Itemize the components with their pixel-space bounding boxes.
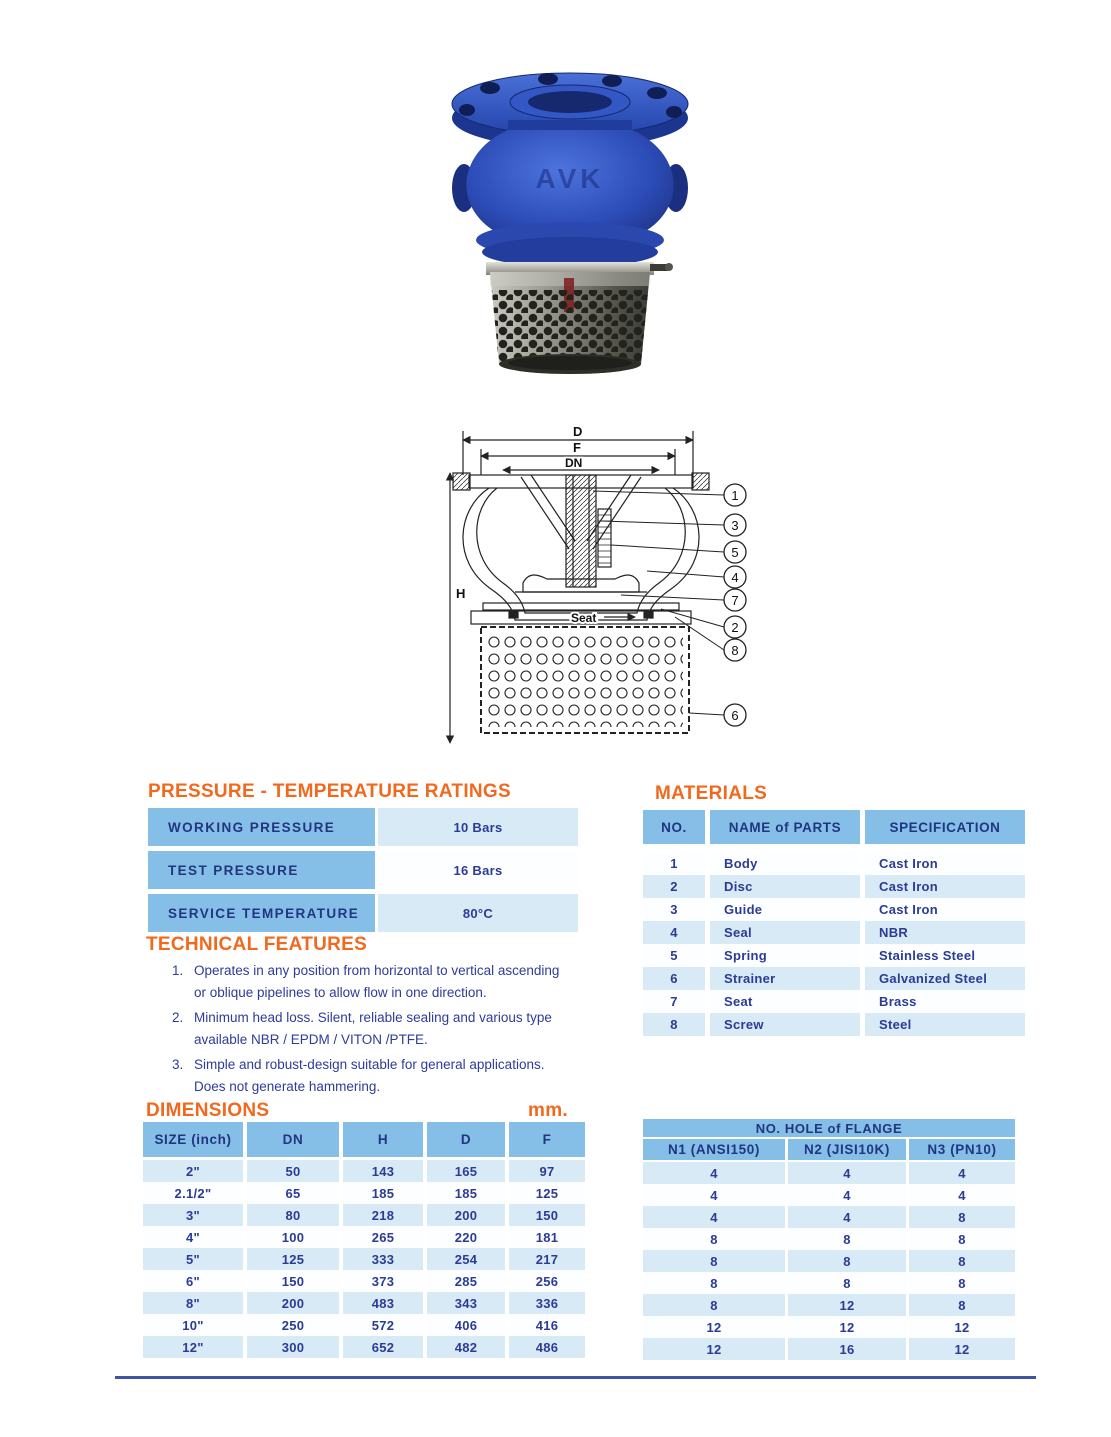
dimensions-title: DIMENSIONS <box>146 1100 270 1121</box>
feature-number: 1. <box>172 963 184 978</box>
flange-cell: 12 <box>788 1294 906 1316</box>
dimensions-cell: 254 <box>427 1248 505 1270</box>
feature-item <box>172 1007 624 1051</box>
materials-header-cell: NAME of PARTS <box>710 810 860 844</box>
flange-cell: 4 <box>643 1184 785 1206</box>
flange-cell: 4 <box>909 1184 1015 1206</box>
materials-cell: Strainer <box>710 967 860 990</box>
materials-cell: 5 <box>643 944 705 967</box>
materials-cell: Cast Iron <box>865 875 1025 898</box>
feature-line: Simple and robust-design suitable for general applications. <box>194 1057 545 1072</box>
materials-cell: Seat <box>710 990 860 1013</box>
feature-item <box>172 960 624 1004</box>
materials-cell: 2 <box>643 875 705 898</box>
materials-cell: Cast Iron <box>865 852 1025 875</box>
materials-cell: Disc <box>710 875 860 898</box>
pressure-row-value: 16 Bars <box>378 851 578 889</box>
dimensions-cell: 250 <box>247 1314 339 1336</box>
callout-number: 1 <box>731 488 739 503</box>
dimensions-cell: 217 <box>509 1248 585 1270</box>
dimensions-cell: 336 <box>509 1292 585 1314</box>
materials-table-header <box>643 810 1025 844</box>
dimensions-cell: 150 <box>247 1270 339 1292</box>
flange-cell: 8 <box>643 1228 785 1250</box>
dimensions-cell: 150 <box>509 1204 585 1226</box>
dimensions-cell: 125 <box>247 1248 339 1270</box>
dimensions-cell: 285 <box>427 1270 505 1292</box>
flange-header-cell: N3 (PN10) <box>909 1139 1015 1160</box>
callout-number: 2 <box>731 620 739 635</box>
callout-number: 4 <box>731 570 739 585</box>
pressure-row-label: SERVICE TEMPERATURE <box>148 894 375 932</box>
technical-diagram <box>423 413 793 768</box>
pressure-row-value: 10 Bars <box>378 808 578 846</box>
flange-cell: 8 <box>643 1250 785 1272</box>
flange-table <box>643 1162 1015 1360</box>
flange-cell: 4 <box>643 1162 785 1184</box>
callout-number: 8 <box>731 643 739 658</box>
flange-cell: 8 <box>788 1250 906 1272</box>
dim-label-f: F <box>573 440 581 455</box>
materials-header-cell: SPECIFICATION <box>865 810 1025 844</box>
feature-text <box>194 960 624 1004</box>
diagram-stem <box>566 475 596 587</box>
dimensions-cell: 6" <box>143 1270 243 1292</box>
feature-line: Operates in any position from horizontal to vertical ascending <box>194 963 560 978</box>
dimensions-cell: 8" <box>143 1292 243 1314</box>
feature-number: 3. <box>172 1057 184 1072</box>
dimensions-table-header <box>143 1122 585 1157</box>
dimensions-cell: 300 <box>247 1336 339 1358</box>
diagram-callout <box>689 704 746 726</box>
dimensions-cell: 143 <box>343 1160 423 1182</box>
dimensions-cell: 165 <box>427 1160 505 1182</box>
seat-label: Seat <box>571 611 597 625</box>
materials-cell: Spring <box>710 944 860 967</box>
dimensions-cell: 572 <box>343 1314 423 1336</box>
materials-cell: Screw <box>710 1013 860 1036</box>
flange-cell: 8 <box>909 1206 1015 1228</box>
dimensions-cell: 100 <box>247 1226 339 1248</box>
materials-cell: 8 <box>643 1013 705 1036</box>
dimensions-cell: 12" <box>143 1336 243 1358</box>
materials-cell: Galvanized Steel <box>865 967 1025 990</box>
dimensions-cell: 483 <box>343 1292 423 1314</box>
flange-cell: 8 <box>909 1250 1015 1272</box>
flange-cell: 4 <box>643 1206 785 1228</box>
flange-cell: 12 <box>643 1316 785 1338</box>
flange-cell: 8 <box>643 1272 785 1294</box>
pressure-row-label: TEST PRESSURE <box>148 851 375 889</box>
flange-cell: 12 <box>788 1316 906 1338</box>
pressure-ratings-title: PRESSURE - TEMPERATURE RATINGS <box>148 781 511 802</box>
dimensions-cell: 185 <box>427 1182 505 1204</box>
dimensions-cell: 3" <box>143 1204 243 1226</box>
flange-cell: 4 <box>909 1162 1015 1184</box>
dimensions-cell: 416 <box>509 1314 585 1336</box>
strainer-holes <box>488 290 652 364</box>
dimensions-header-cell: D <box>427 1122 505 1157</box>
feature-line: Does not generate hammering. <box>194 1079 381 1094</box>
dimensions-cell: 200 <box>427 1204 505 1226</box>
dimensions-cell: 181 <box>509 1226 585 1248</box>
materials-cell: Cast Iron <box>865 898 1025 921</box>
dimensions-cell: 2.1/2" <box>143 1182 243 1204</box>
dimensions-header-cell: F <box>509 1122 585 1157</box>
product-photo <box>438 66 702 380</box>
materials-cell: Brass <box>865 990 1025 1013</box>
dimensions-cell: 373 <box>343 1270 423 1292</box>
dimensions-cell: 50 <box>247 1160 339 1182</box>
materials-cell: NBR <box>865 921 1025 944</box>
diagram-callout <box>647 566 746 588</box>
flange-cell: 8 <box>643 1294 785 1316</box>
brand-mark: AVK <box>535 163 605 194</box>
flange-cell: 12 <box>643 1338 785 1360</box>
flange-table-title: NO. HOLE of FLANGE <box>643 1119 1015 1137</box>
dim-label-d: D <box>573 424 583 439</box>
materials-header-cell: NO. <box>643 810 705 844</box>
dimensions-cell: 80 <box>247 1204 339 1226</box>
materials-cell: 6 <box>643 967 705 990</box>
feature-line: Minimum head loss. Silent, reliable sealing and various type <box>194 1010 552 1025</box>
dimensions-header-cell: DN <box>247 1122 339 1157</box>
flange-header-cell: N2 (JISI10K) <box>788 1139 906 1160</box>
flange-cell: 12 <box>909 1338 1015 1360</box>
dimensions-unit: mm. <box>528 1100 568 1121</box>
technical-features-title: TECHNICAL FEATURES <box>146 934 368 955</box>
flange-cell: 16 <box>788 1338 906 1360</box>
dimensions-cell: 333 <box>343 1248 423 1270</box>
dimensions-cell: 406 <box>427 1314 505 1336</box>
dimensions-cell: 185 <box>343 1182 423 1204</box>
flange-table-header <box>643 1139 1015 1160</box>
materials-cell: Guide <box>710 898 860 921</box>
pressure-row-label: WORKING PRESSURE <box>148 808 375 846</box>
flange-cell: 8 <box>788 1228 906 1250</box>
flange-cell: 8 <box>909 1294 1015 1316</box>
dimensions-cell: 125 <box>509 1182 585 1204</box>
callout-number: 7 <box>731 593 739 608</box>
callout-number: 6 <box>731 708 739 723</box>
flange-header-cell: N1 (ANSI150) <box>643 1139 785 1160</box>
flange-bore <box>528 91 612 113</box>
flange-cell: 8 <box>788 1272 906 1294</box>
dimensions-cell: 220 <box>427 1226 505 1248</box>
callout-number: 3 <box>731 518 739 533</box>
flange-cell: 8 <box>909 1228 1015 1250</box>
pressure-row-value: 80°C <box>378 894 578 932</box>
dimensions-cell: 2" <box>143 1160 243 1182</box>
materials-cell: Body <box>710 852 860 875</box>
flange-cell: 4 <box>788 1184 906 1206</box>
dimensions-cell: 200 <box>247 1292 339 1314</box>
pressure-ratings-table <box>148 808 578 932</box>
flange-cell: 4 <box>788 1162 906 1184</box>
feature-item <box>172 1054 624 1098</box>
materials-title: MATERIALS <box>655 783 768 804</box>
dimensions-cell: 218 <box>343 1204 423 1226</box>
feature-text <box>194 1054 624 1098</box>
dimensions-cell: 482 <box>427 1336 505 1358</box>
callout-number: 5 <box>731 545 739 560</box>
dimensions-cell: 343 <box>427 1292 505 1314</box>
dimensions-cell: 97 <box>509 1160 585 1182</box>
feature-text <box>194 1007 624 1051</box>
dim-label-dn: DN <box>565 456 583 470</box>
strainer-bottom <box>508 356 632 370</box>
dimensions-cell: 265 <box>343 1226 423 1248</box>
feature-line: or oblique pipelines to allow flow in one direction. <box>194 985 487 1000</box>
materials-cell: Steel <box>865 1013 1025 1036</box>
dimensions-cell: 5" <box>143 1248 243 1270</box>
dimensions-cell: 4" <box>143 1226 243 1248</box>
dimensions-table <box>143 1160 585 1358</box>
diagram-callout <box>601 514 746 536</box>
bottom-rule <box>115 1376 1036 1379</box>
dimensions-cell: 10" <box>143 1314 243 1336</box>
feature-number: 2. <box>172 1010 184 1025</box>
dimensions-cell: 65 <box>247 1182 339 1204</box>
dimensions-cell: 256 <box>509 1270 585 1292</box>
materials-cell: Seal <box>710 921 860 944</box>
flange-cell: 4 <box>788 1206 906 1228</box>
flange-cell: 12 <box>909 1316 1015 1338</box>
diagram-callout <box>593 484 746 506</box>
dimensions-cell: 652 <box>343 1336 423 1358</box>
feature-line: available NBR / EPDM / VITON /PTFE. <box>194 1032 428 1047</box>
materials-cell: 4 <box>643 921 705 944</box>
dim-label-h: H <box>456 586 466 601</box>
materials-table <box>643 852 1025 1036</box>
materials-cell: 7 <box>643 990 705 1013</box>
dimensions-cell: 486 <box>509 1336 585 1358</box>
materials-cell: 1 <box>643 852 705 875</box>
dimensions-header-cell: SIZE (inch) <box>143 1122 243 1157</box>
materials-cell: 3 <box>643 898 705 921</box>
clamp-bolt-head <box>665 263 673 271</box>
flange-cell: 8 <box>909 1272 1015 1294</box>
dimensions-header-cell: H <box>343 1122 423 1157</box>
technical-features-list <box>172 960 624 1101</box>
materials-cell: Stainless Steel <box>865 944 1025 967</box>
